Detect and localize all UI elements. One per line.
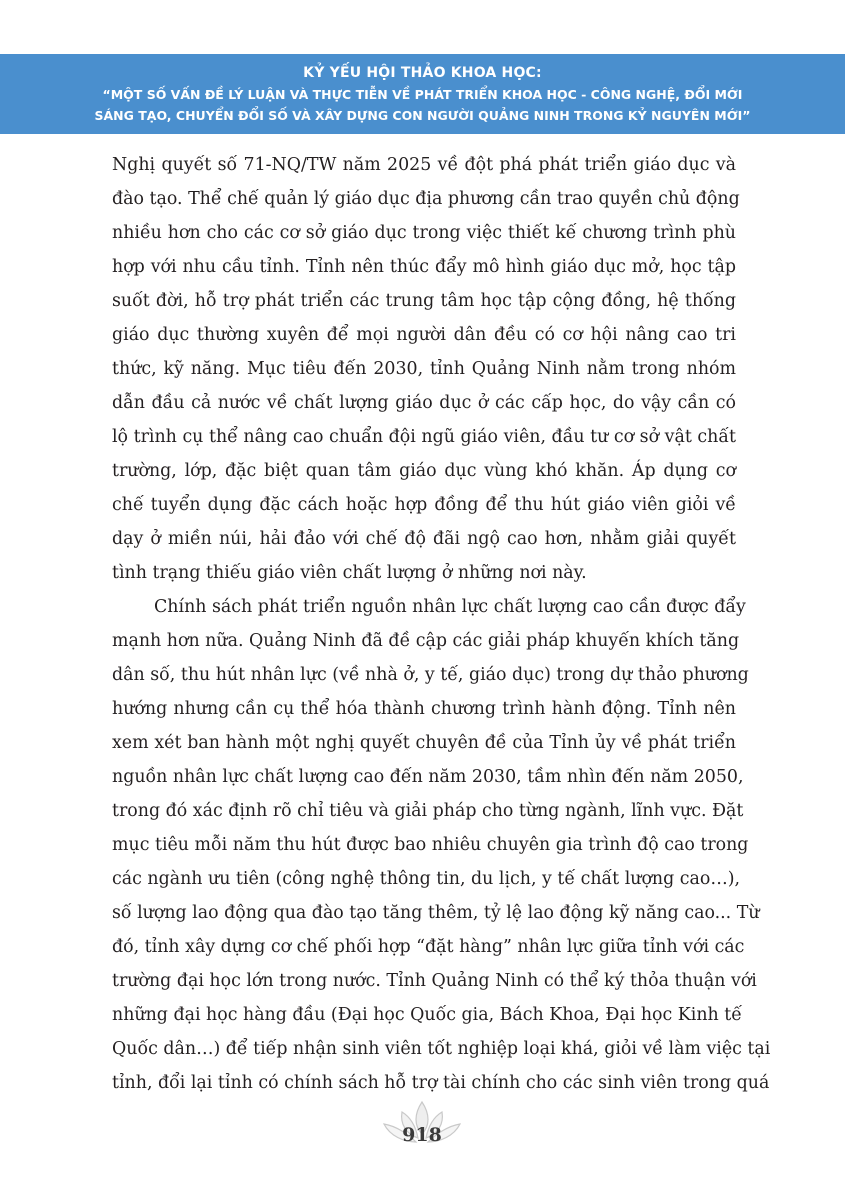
page-number-ornament: [372, 1100, 472, 1156]
text-line: trường, lớp, đặc biệt quan tâm giáo dục vùng khó khăn. Áp dụng cơ: [112, 461, 736, 481]
text-line: trong đó xác định rõ chỉ tiêu và giải pháp cho từng ngành, lĩnh vực. Đặt: [112, 801, 744, 821]
text-line: mạnh hơn nữa. Quảng Ninh đã đề cập các giải pháp khuyến khích tăng: [112, 631, 740, 651]
text-line: dạy ở miền núi, hải đảo với chế độ đãi ngộ cao hơn, nhằm giải quyết: [112, 529, 736, 549]
text-line: dẫn đầu cả nước về chất lượng giáo dục ở các cấp học, do vậy cần có: [112, 393, 736, 413]
header-banner: [0, 54, 845, 134]
text-line: đó, tỉnh xây dựng cơ chế phối hợp “đặt hàng” nhân lực giữa tỉnh với các: [112, 937, 745, 957]
text-line: hướng nhưng cần cụ thể hóa thành chương trình hành động. Tỉnh nên: [112, 699, 736, 719]
text-line: nguồn nhân lực chất lượng cao đến năm 2030, tầm nhìn đến năm 2050,: [112, 767, 744, 787]
header-title: KỶ YẾU HỘI THẢO KHOA HỌC:: [303, 64, 542, 81]
text-line: mục tiêu mỗi năm thu hút được bao nhiêu chuyên gia trình độ cao trong: [112, 835, 749, 855]
text-line: thức, kỹ năng. Mục tiêu đến 2030, tỉnh Quảng Ninh nằm trong nhóm: [112, 359, 736, 379]
text-line: dân số, thu hút nhân lực (về nhà ở, y tế, giáo dục) trong dự thảo phương: [112, 665, 749, 685]
text-line: đào tạo. Thể chế quản lý giáo dục địa phương cần trao quyền chủ động: [112, 189, 740, 209]
text-line: Chính sách phát triển nguồn nhân lực chất lượng cao cần được đẩy: [154, 597, 746, 617]
text-line: số lượng lao động qua đào tạo tăng thêm, tỷ lệ lao động kỹ năng cao... Từ: [112, 903, 760, 923]
header-subtitle-line1: “MỘT SỐ VẤN ĐỀ LÝ LUẬN VÀ THỰC TIỄN VỀ PHÁT TRIỂN KHOA HỌC - CÔNG NGHỆ, ĐỔI MỚI: [102, 86, 743, 102]
text-line: hợp với nhu cầu tỉnh. Tỉnh nên thúc đẩy mô hình giáo dục mở, học tập: [112, 257, 736, 277]
body-text: [112, 148, 771, 1100]
text-line: tỉnh, đổi lại tỉnh có chính sách hỗ trợ tài chính cho các sinh viên trong quá: [112, 1073, 770, 1093]
header-subtitle-line2: SÁNG TẠO, CHUYỂN ĐỔI SỐ VÀ XÂY DỰNG CON NGƯỜI QUẢNG NINH TRONG KỶ NGUYÊN MỚI”: [94, 107, 751, 123]
text-line: Nghị quyết số 71-NQ/TW năm 2025 về đột phá phát triển giáo dục và: [112, 155, 736, 175]
text-line: nhiều hơn cho các cơ sở giáo dục trong việc thiết kế chương trình phù: [112, 223, 736, 243]
text-line: chế tuyển dụng đặc cách hoặc hợp đồng để thu hút giáo viên giỏi về: [112, 495, 736, 515]
paragraph-1: [112, 148, 740, 590]
text-line: trường đại học lớn trong nước. Tỉnh Quảng Ninh có thể ký thỏa thuận với: [112, 971, 757, 991]
paragraph-2: [112, 590, 771, 1100]
text-line: Quốc dân…) để tiếp nhận sinh viên tốt nghiệp loại khá, giỏi về làm việc tại: [112, 1039, 771, 1059]
text-line: giáo dục thường xuyên để mọi người dân đều có cơ hội nâng cao tri: [112, 325, 736, 345]
text-line: xem xét ban hành một nghị quyết chuyên đề của Tỉnh ủy về phát triển: [112, 733, 736, 753]
text-line: tình trạng thiếu giáo viên chất lượng ở những nơi này.: [112, 563, 587, 583]
text-line: những đại học hàng đầu (Đại học Quốc gia, Bách Khoa, Đại học Kinh tế: [112, 1005, 742, 1025]
text-line: các ngành ưu tiên (công nghệ thông tin, du lịch, y tế chất lượng cao…),: [112, 869, 741, 889]
text-line: suốt đời, hỗ trợ phát triển các trung tâm học tập cộng đồng, hệ thống: [112, 291, 736, 311]
page-number: 918: [402, 1124, 442, 1146]
text-line: lộ trình cụ thể nâng cao chuẩn đội ngũ giáo viên, đầu tư cơ sở vật chất: [112, 427, 736, 447]
